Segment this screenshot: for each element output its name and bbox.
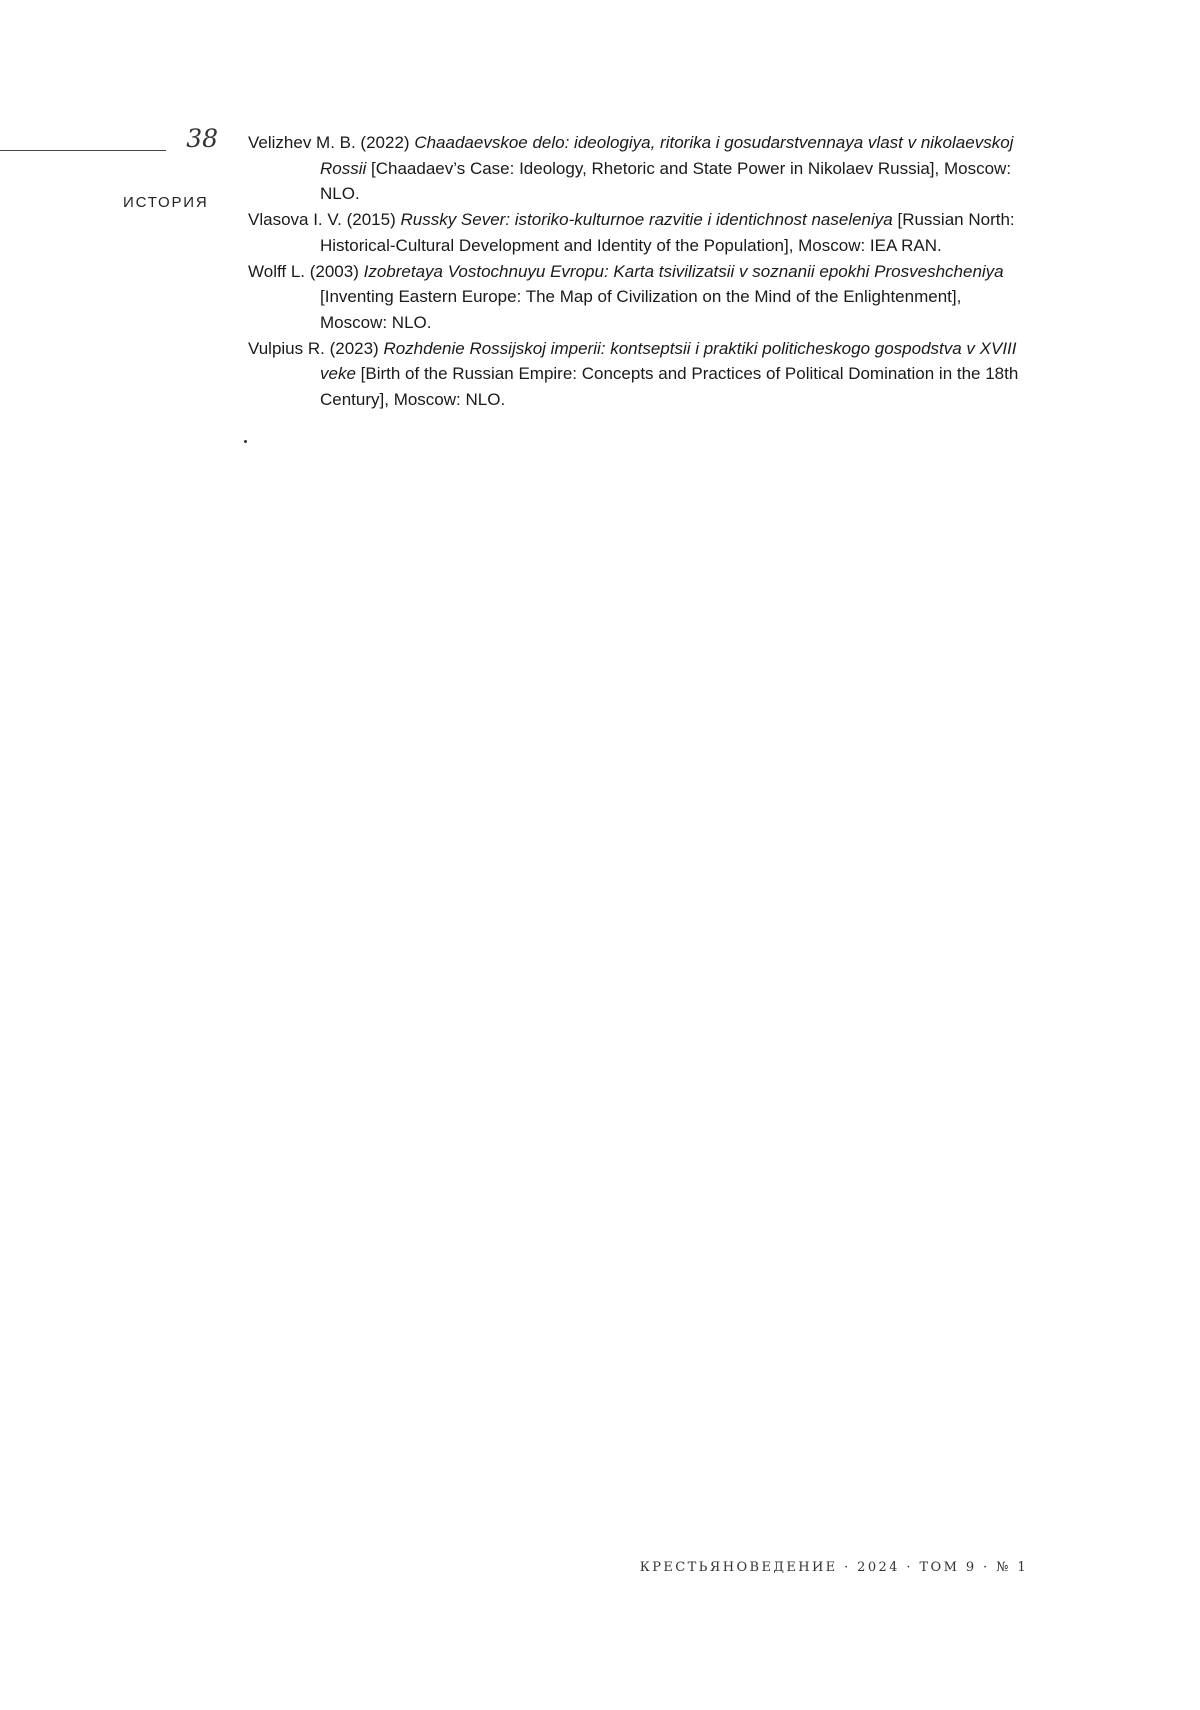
page-number: 38	[186, 124, 218, 153]
header-rule	[0, 150, 166, 151]
reference-authors: Wolff L. (2003)	[248, 261, 364, 281]
reference-details: [Birth of the Russian Empire: Concepts and Practices of Political Domination in the 18th Century], Moscow: NLO.	[320, 364, 1019, 410]
reference-authors: Velizhev M. B. (2022)	[248, 133, 415, 152]
reference-authors: Vlasova I. V. (2015)	[248, 210, 401, 230]
running-footer: КРЕСТЬЯНОВЕДЕНИЕ · 2024 · ТОМ 9 · № 1	[639, 1560, 1028, 1575]
reference-title: Rozhdenie Rossijskoj imperii: kontseptsii i praktiki politicheskogo gospodstva v XVIII veke	[320, 338, 1017, 384]
reference-entry	[248, 207, 1028, 258]
stray-dot	[244, 440, 247, 443]
reference-list	[248, 130, 1028, 413]
reference-details: [Inventing Eastern Europe: The Map of Civilization on the Mind of the Enlightenment], Moscow: NLO.	[320, 287, 962, 332]
reference-entry	[248, 336, 1028, 413]
reference-entry	[248, 259, 1028, 336]
reference-details: [Russian North: Historical-Cultural Development and Identity of the Population], Moscow: IEA RAN.	[320, 210, 1015, 255]
section-label: ИСТОРИЯ	[123, 194, 209, 211]
reference-details: [Chaadaev’s Case: Ideology, Rhetoric and State Power in Nikolaev Russia], Moscow: NLO.	[320, 158, 1012, 204]
reference-title: Russky Sever: istoriko-kulturnoe razvitie i identichnost naseleniya	[400, 210, 893, 230]
reference-authors: Vulpius R. (2023)	[248, 338, 384, 358]
reference-title: Izobretaya Vostochnuyu Evropu: Karta tsivilizatsii v soznanii epokhi Prosveshcheniya	[363, 261, 1004, 281]
reference-title: Chaadaevskoe delo: ideologiya, ritorika i gosudarstvennaya vlast v nikolaevskoj Rossii	[320, 133, 1014, 178]
reference-entry	[248, 130, 1028, 207]
